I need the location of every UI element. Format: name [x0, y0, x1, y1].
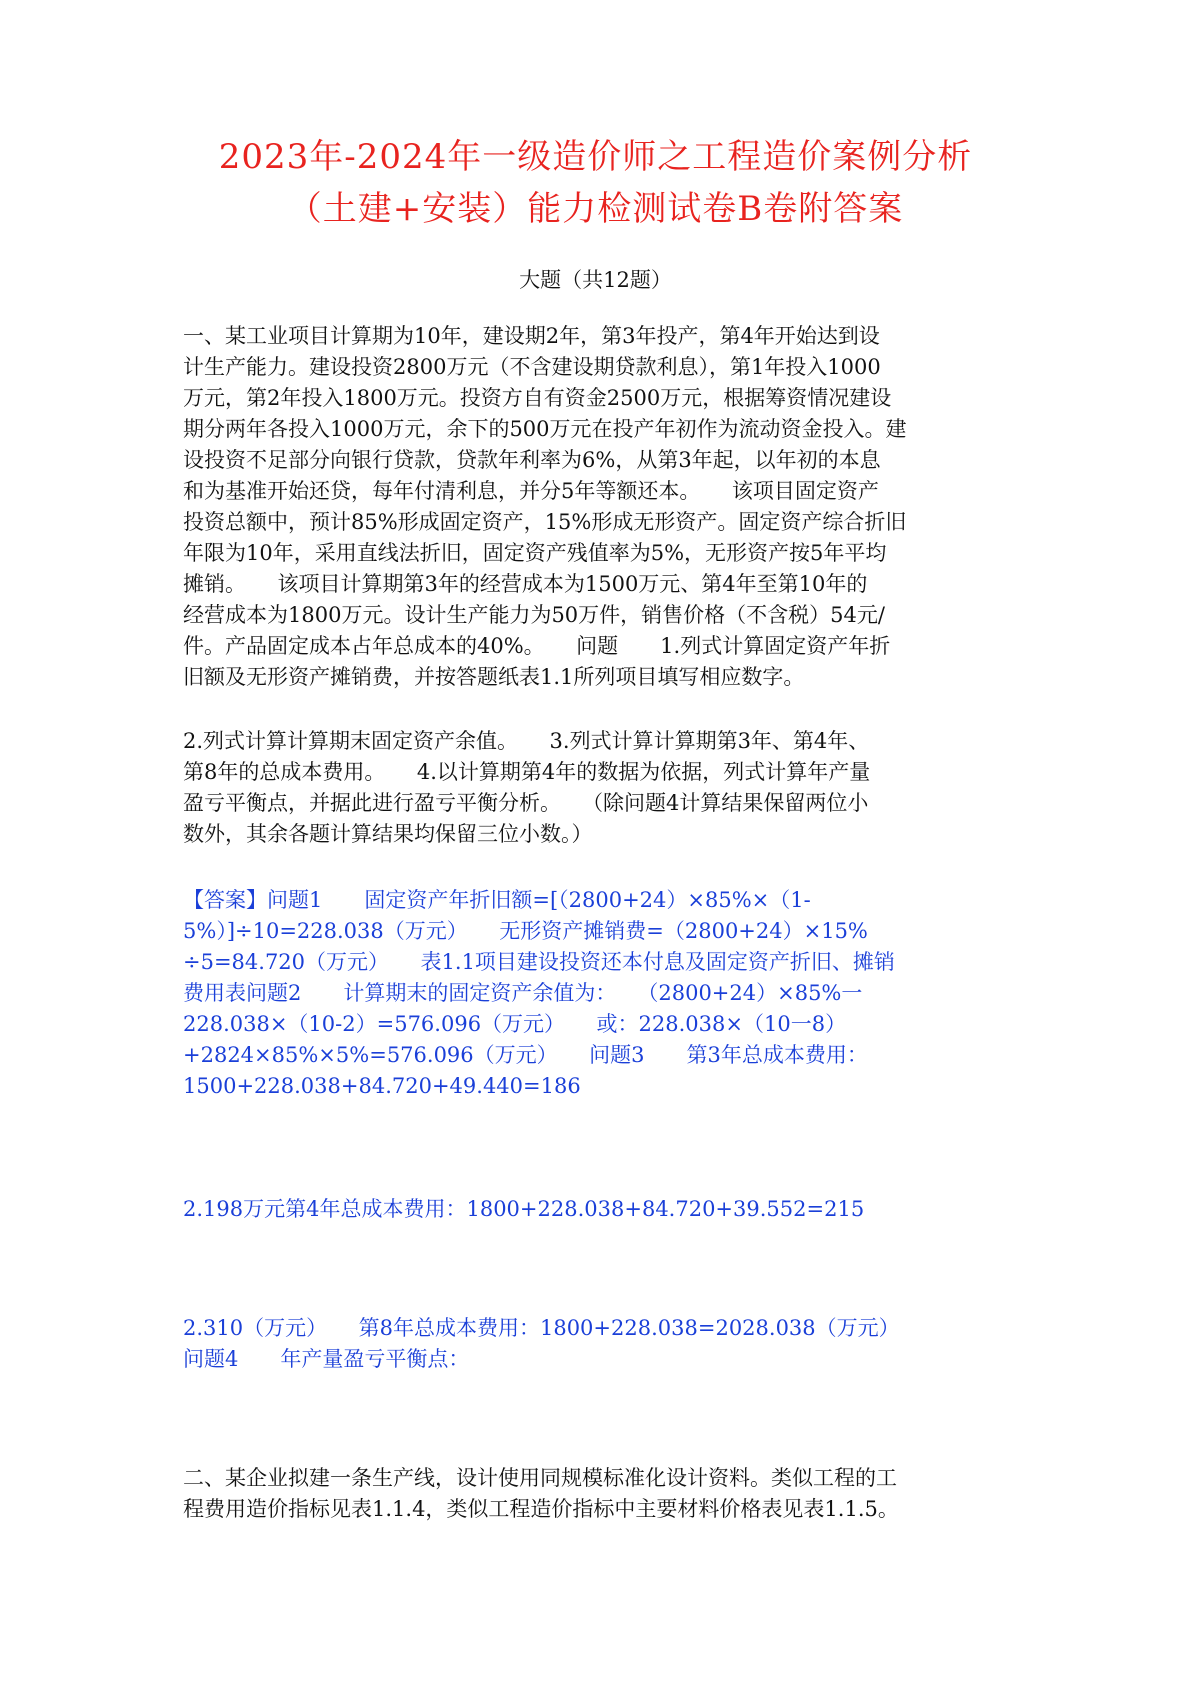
section-heading: 大题（共12题）: [519, 268, 672, 292]
text-line: 和为基准开始还贷，每年付清利息，并分5年等额还本。 该项目固定资产: [183, 479, 879, 503]
answer-line: +2824×85%×5%=576.096（万元） 问题3 第3年总成本费用：: [183, 1043, 868, 1067]
text-line: 年限为10年，采用直线法折旧，固定资产残值率为5%，无形资产按5年平均: [183, 541, 887, 565]
text-line: 计生产能力。建设投资2800万元（不含建设期贷款利息），第1年投入1000: [183, 355, 881, 379]
answer-line: 2.198万元第4年总成本费用：1800+228.038+84.720+39.552=215: [183, 1197, 865, 1221]
text-line: 摊销。 该项目计算期第3年的经营成本为1500万元、第4年至第10年的: [183, 572, 868, 596]
text-line: 程费用造价指标见表1.1.4，类似工程造价指标中主要材料价格表见表1.1.5。: [183, 1497, 899, 1521]
answer-1-continued: [183, 1194, 1023, 1225]
answer-line: ÷5=84.720（万元） 表1.1项目建设投资还本付息及固定资产折旧、摊销: [183, 950, 895, 974]
text-line: 投资总额中，预计85%形成固定资产，15%形成无形资产。固定资产综合折旧: [183, 510, 907, 534]
text-line: 盈亏平衡点，并据此进行盈亏平衡分析。 （除问题4计算结果保留两位小: [183, 791, 869, 815]
question-2-text: [183, 1463, 1023, 1525]
text-line: 设投资不足部分向银行贷款，贷款年利率为6%，从第3年起，以年初的本息: [183, 448, 881, 472]
text-line: 件。产品固定成本占年总成本的40%。 问题 1.列式计算固定资产年折: [183, 634, 891, 658]
answer-line: 228.038×（10-2）=576.096（万元） 或：228.038×（10一8）: [183, 1012, 847, 1036]
question-1-subquestions: [183, 726, 1023, 850]
text-line: 经营成本为1800万元。设计生产能力为50万件，销售价格（不含税）54元/: [183, 603, 885, 627]
text-line: 旧额及无形资产摊销费，并按答题纸表1.1所列项目填写相应数字。: [183, 665, 805, 689]
answer-line: 5%）]÷10=228.038（万元） 无形资产摊销费=（2800+24）×15%: [183, 919, 868, 943]
text-line: 二、某企业拟建一条生产线，设计使用同规模标准化设计资料。类似工程的工: [183, 1466, 897, 1490]
answer-line: 费用表问题2 计算期末的固定资产余值为： （2800+24）×85%一: [183, 981, 863, 1005]
question-1-text: [183, 321, 1023, 693]
answer-line: 问题4 年产量盈亏平衡点：: [183, 1347, 470, 1371]
document-title-line-2: （土建+安装）能力检测试卷B卷附答案: [287, 189, 904, 229]
document-title-line-1: 2023年-2024年一级造价师之工程造价案例分析: [218, 137, 973, 177]
text-line: 第8年的总成本费用。 4.以计算期第4年的数据为依据，列式计算年产量: [183, 760, 871, 784]
text-line: 2.列式计算计算期末固定资产余值。 3.列式计算计算期第3年、第4年、: [183, 729, 870, 753]
answer-line: 【答案】问题1 固定资产年折旧额=[（2800+24）×85%×（1-: [183, 888, 811, 912]
answer-line: 1500+228.038+84.720+49.440=186: [183, 1074, 581, 1098]
text-line: 期分两年各投入1000万元，余下的500万元在投产年初作为流动资金投入。建: [183, 417, 907, 441]
text-line: 一、某工业项目计算期为10年，建设期2年，第3年投产，第4年开始达到设: [183, 324, 880, 348]
answer-1-text: [183, 885, 1023, 1102]
text-line: 数外，其余各题计算结果均保留三位小数。）: [183, 822, 593, 846]
answer-1-continued-2: [183, 1313, 1023, 1375]
answer-line: 2.310（万元） 第8年总成本费用：1800+228.038=2028.038（万元）: [183, 1316, 900, 1340]
text-line: 万元，第2年投入1800万元。投资方自有资金2500万元，根据筹资情况建设: [183, 386, 892, 410]
